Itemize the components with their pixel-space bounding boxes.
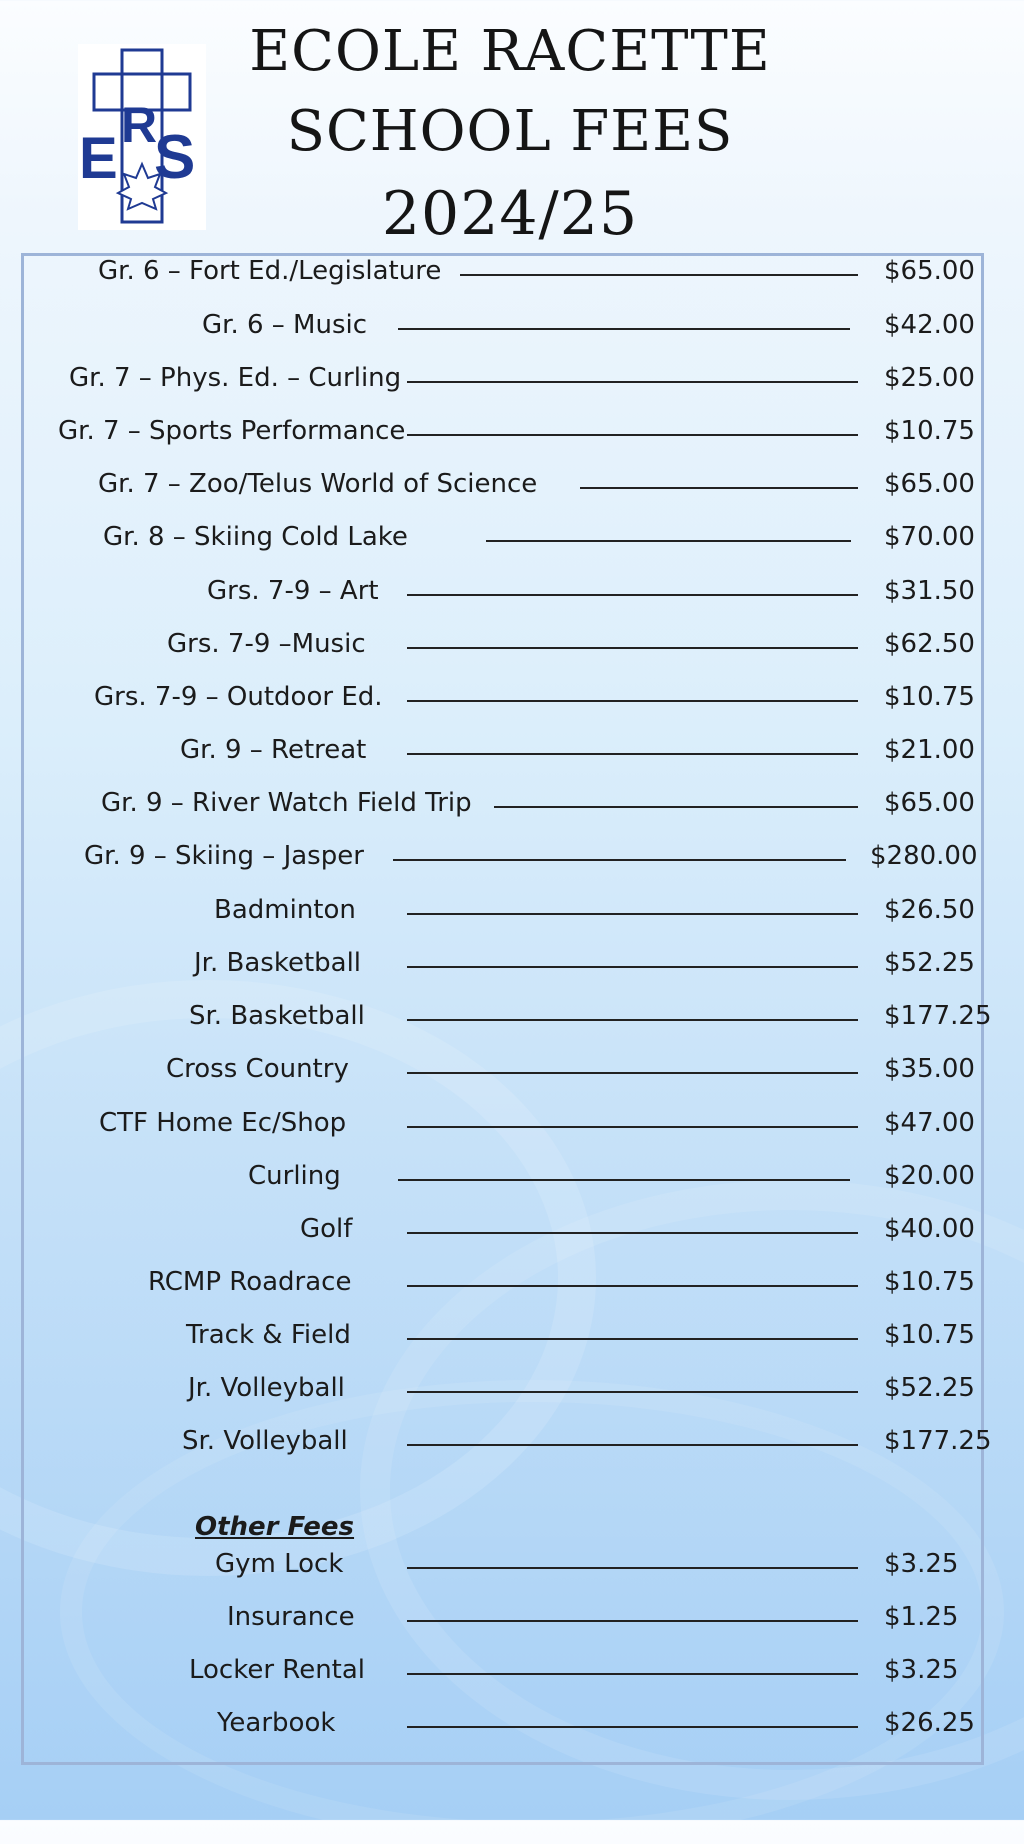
fee-amount: $177.25	[884, 1426, 992, 1456]
fee-item-label: RCMP Roadrace	[148, 1267, 352, 1297]
fee-amount: $10.75	[884, 416, 975, 446]
fee-amount: $10.75	[884, 1267, 975, 1297]
fee-item-label: Jr. Basketball	[194, 948, 362, 978]
leader-line	[393, 859, 846, 861]
fee-row	[0, 518, 1024, 558]
leader-line	[407, 700, 858, 702]
fee-row	[0, 1104, 1024, 1144]
fee-amount: $52.25	[884, 948, 975, 978]
page-title: ECOLE RACETTE	[249, 19, 771, 84]
fee-item-label: Curling	[248, 1161, 341, 1191]
fee-row	[0, 1210, 1024, 1250]
fee-row	[0, 944, 1024, 984]
fee-item-label: CTF Home Ec/Shop	[99, 1108, 347, 1138]
fee-item-label: Gr. 7 – Sports Performance	[58, 416, 406, 446]
leader-line	[407, 647, 858, 649]
fee-amount: $1.25	[884, 1602, 959, 1632]
fee-row	[0, 837, 1024, 877]
fee-row	[0, 252, 1024, 292]
fee-row	[0, 891, 1024, 931]
leader-line	[398, 1179, 850, 1181]
fee-item-label: Yearbook	[217, 1708, 336, 1738]
leader-line	[407, 1444, 858, 1446]
leader-line	[407, 1391, 858, 1393]
leader-line	[407, 381, 858, 383]
fee-row	[0, 1050, 1024, 1090]
fee-item-label: Grs. 7-9 – Outdoor Ed.	[94, 682, 383, 712]
leader-line	[486, 540, 851, 542]
fee-item-label: Gr. 6 – Music	[202, 310, 368, 340]
fee-row	[0, 1263, 1024, 1303]
fee-row	[0, 678, 1024, 718]
fee-item-label: Badminton	[214, 895, 356, 925]
fee-row	[0, 1369, 1024, 1409]
fee-row	[0, 1651, 1024, 1691]
fee-row	[0, 731, 1024, 771]
page-subtitle: SCHOOL FEES	[286, 99, 734, 164]
fee-row	[0, 784, 1024, 824]
leader-line	[407, 434, 858, 436]
fee-amount: $10.75	[884, 682, 975, 712]
svg-text:R: R	[121, 97, 158, 153]
fee-amount: $47.00	[884, 1108, 975, 1138]
fee-item-label: Gr. 8 – Skiing Cold Lake	[103, 522, 408, 552]
fee-item-label: Gr. 6 – Fort Ed./Legislature	[98, 256, 442, 286]
fee-amount: $280.00	[870, 841, 978, 871]
fee-row	[0, 997, 1024, 1037]
fee-row	[0, 1316, 1024, 1356]
fee-row	[0, 1422, 1024, 1462]
fee-amount: $25.00	[884, 363, 975, 393]
fee-item-label: Gr. 7 – Zoo/Telus World of Science	[98, 469, 538, 499]
fee-amount: $70.00	[884, 522, 975, 552]
fee-item-label: Gr. 9 – River Watch Field Trip	[101, 788, 472, 818]
fee-amount: $62.50	[884, 629, 975, 659]
fee-item-label: Gym Lock	[215, 1549, 344, 1579]
fee-amount: $65.00	[884, 256, 975, 286]
leader-line	[407, 1620, 858, 1622]
fee-row	[0, 1545, 1024, 1585]
fee-amount: $3.25	[884, 1549, 959, 1579]
other-fees-heading: Other Fees	[195, 1512, 355, 1542]
svg-text:S: S	[154, 123, 196, 192]
fee-amount: $20.00	[884, 1161, 975, 1191]
leader-line	[460, 274, 858, 276]
leader-line	[407, 1567, 858, 1569]
fee-amount: $40.00	[884, 1214, 975, 1244]
leader-line	[407, 1285, 858, 1287]
fee-item-label: Locker Rental	[189, 1655, 366, 1685]
leader-line	[407, 1338, 858, 1340]
leader-line	[407, 753, 858, 755]
fee-item-label: Gr. 9 – Skiing – Jasper	[84, 841, 364, 871]
leader-line	[580, 487, 858, 489]
fee-amount: $177.25	[884, 1001, 992, 1031]
fee-row	[0, 572, 1024, 612]
fee-item-label: Grs. 7-9 – Art	[207, 576, 379, 606]
fee-amount: $65.00	[884, 788, 975, 818]
svg-text:E: E	[79, 126, 118, 191]
fee-row	[0, 306, 1024, 346]
school-year: 2024/25	[381, 179, 639, 249]
fee-item-label: Gr. 9 – Retreat	[180, 735, 367, 765]
fee-row	[0, 412, 1024, 452]
leader-line	[407, 1726, 858, 1728]
fee-amount: $26.25	[884, 1708, 975, 1738]
fee-item-label: Jr. Volleyball	[188, 1373, 345, 1403]
fee-row	[0, 1157, 1024, 1197]
leader-line	[407, 594, 858, 596]
fee-amount: $31.50	[884, 576, 975, 606]
fee-item-label: Grs. 7-9 –Music	[167, 629, 366, 659]
fee-amount: $65.00	[884, 469, 975, 499]
leader-line	[407, 913, 858, 915]
leader-line	[407, 966, 858, 968]
leader-line	[407, 1126, 858, 1128]
fee-item-label: Track & Field	[186, 1320, 351, 1350]
fee-row	[0, 359, 1024, 399]
fee-amount: $10.75	[884, 1320, 975, 1350]
fee-row	[0, 1704, 1024, 1744]
fee-row	[0, 625, 1024, 665]
fee-item-label: Insurance	[227, 1602, 355, 1632]
leader-line	[407, 1019, 858, 1021]
leader-line	[407, 1072, 858, 1074]
leader-line	[407, 1232, 858, 1234]
fee-amount: $21.00	[884, 735, 975, 765]
fee-row	[0, 465, 1024, 505]
fee-amount: $26.50	[884, 895, 975, 925]
fee-item-label: Sr. Volleyball	[182, 1426, 348, 1456]
leader-line	[494, 806, 858, 808]
fee-amount: $3.25	[884, 1655, 959, 1685]
fee-item-label: Cross Country	[166, 1054, 349, 1084]
leader-line	[398, 328, 850, 330]
fee-row	[0, 1598, 1024, 1638]
fee-item-label: Sr. Basketball	[189, 1001, 365, 1031]
fee-amount: $35.00	[884, 1054, 975, 1084]
fee-amount: $52.25	[884, 1373, 975, 1403]
school-logo	[78, 44, 206, 230]
fee-amount: $42.00	[884, 310, 975, 340]
fee-item-label: Gr. 7 – Phys. Ed. – Curling	[69, 363, 402, 393]
leader-line	[407, 1673, 858, 1675]
fee-item-label: Golf	[300, 1214, 353, 1244]
